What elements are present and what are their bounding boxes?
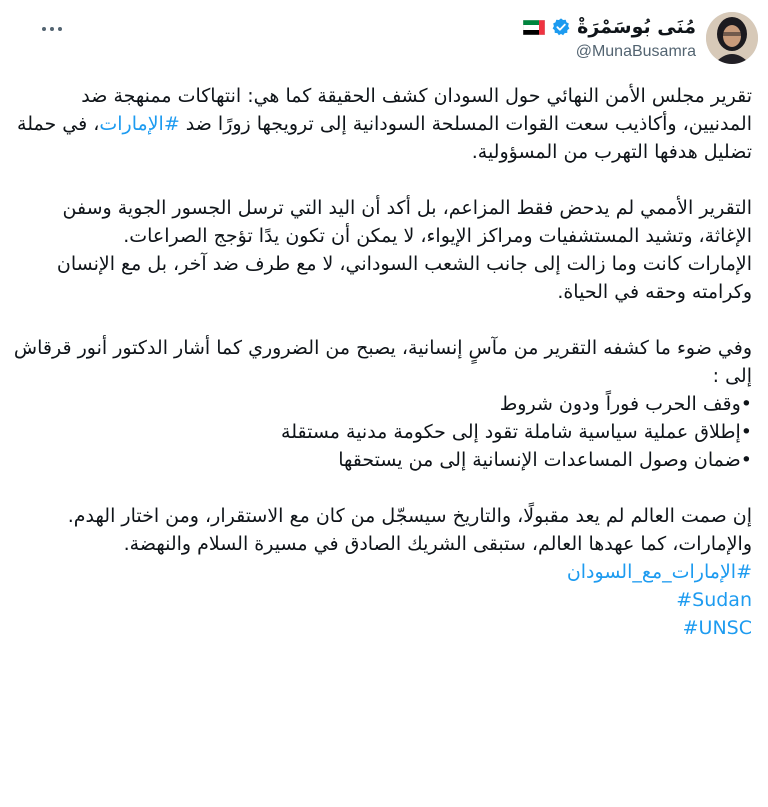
tweet-text xyxy=(12,82,752,642)
paragraph-5: إن صمت العالم لم يعد مقبولًا، والتاريخ سيسجّل من كان مع الاستقرار، ومن اختار الهدم. xyxy=(67,505,752,527)
paragraph-1-text-end: ، في حملة تضليل هدفها التهرب من المسؤولية. xyxy=(17,113,752,163)
paragraph-4: وفي ضوء ما كشفه التقرير من مآسٍ إنسانية، يصبح من الضروري كما أشار الدكتور أنور قرقاش إلى : xyxy=(13,337,752,387)
bullet-item: •وقف الحرب فوراً ودون شروط xyxy=(499,393,752,415)
hashtag-link-emirates[interactable]: #الإمارات xyxy=(99,113,180,135)
bullet-item: •إطلاق عملية سياسية شاملة تقود إلى حكومة مدنية مستقلة xyxy=(281,421,752,443)
avatar-icon xyxy=(706,12,758,64)
paragraph-2: التقرير الأممي لم يدحض فقط المزاعم، بل أكد أن اليد التي ترسل الجسور الجوية وسفن الإغاثة، وتشيد المستشفيات ومراكز الإيواء، لا يمكن أن تكون يدًا تؤجج الصراعات. xyxy=(62,197,752,247)
hashtag-link[interactable]: #UNSC xyxy=(682,617,752,639)
more-dots-icon xyxy=(50,27,54,31)
paragraph-1 xyxy=(12,82,752,166)
verified-badge-icon[interactable] xyxy=(551,17,571,37)
paragraph-1-text: تقرير مجلس الأمن النهائي حول السودان كشف الحقيقة كما هي: انتهاكات ممنهجة ضد المدنيين، وأكاذيب سعت القوات المسلحة السودانية إلى ترويجها زورًا ضد xyxy=(81,85,752,135)
tweet-header xyxy=(10,10,758,70)
hashtag-link[interactable]: #الإمارات_مع_السودان xyxy=(566,561,752,583)
uae-flag-icon xyxy=(523,20,545,35)
author-handle[interactable]: @MunaBusamra xyxy=(575,43,696,60)
name-row xyxy=(523,14,696,40)
more-options-button[interactable] xyxy=(32,16,72,42)
paragraph-3: الإمارات كانت وما زالت إلى جانب الشعب السوداني، لا مع طرف ضد آخر، بل مع الإنسان وكرامته وحقه في الحياة. xyxy=(56,253,752,303)
more-dots-icon xyxy=(42,27,46,31)
hashtag-link[interactable]: #Sudan xyxy=(676,589,752,611)
avatar[interactable] xyxy=(706,12,758,64)
bullet-item: •ضمان وصول المساعدات الإنسانية إلى من يستحقها xyxy=(338,449,752,471)
display-name[interactable]: مُنَى بُوسَمْرَةْ xyxy=(577,16,696,38)
hashtag-list xyxy=(12,558,752,642)
paragraph-6: والإمارات، كما عهدها العالم، ستبقى الشريك الصادق في مسيرة السلام والنهضة. xyxy=(123,533,752,555)
author-block xyxy=(523,14,696,61)
more-dots-icon xyxy=(58,27,62,31)
